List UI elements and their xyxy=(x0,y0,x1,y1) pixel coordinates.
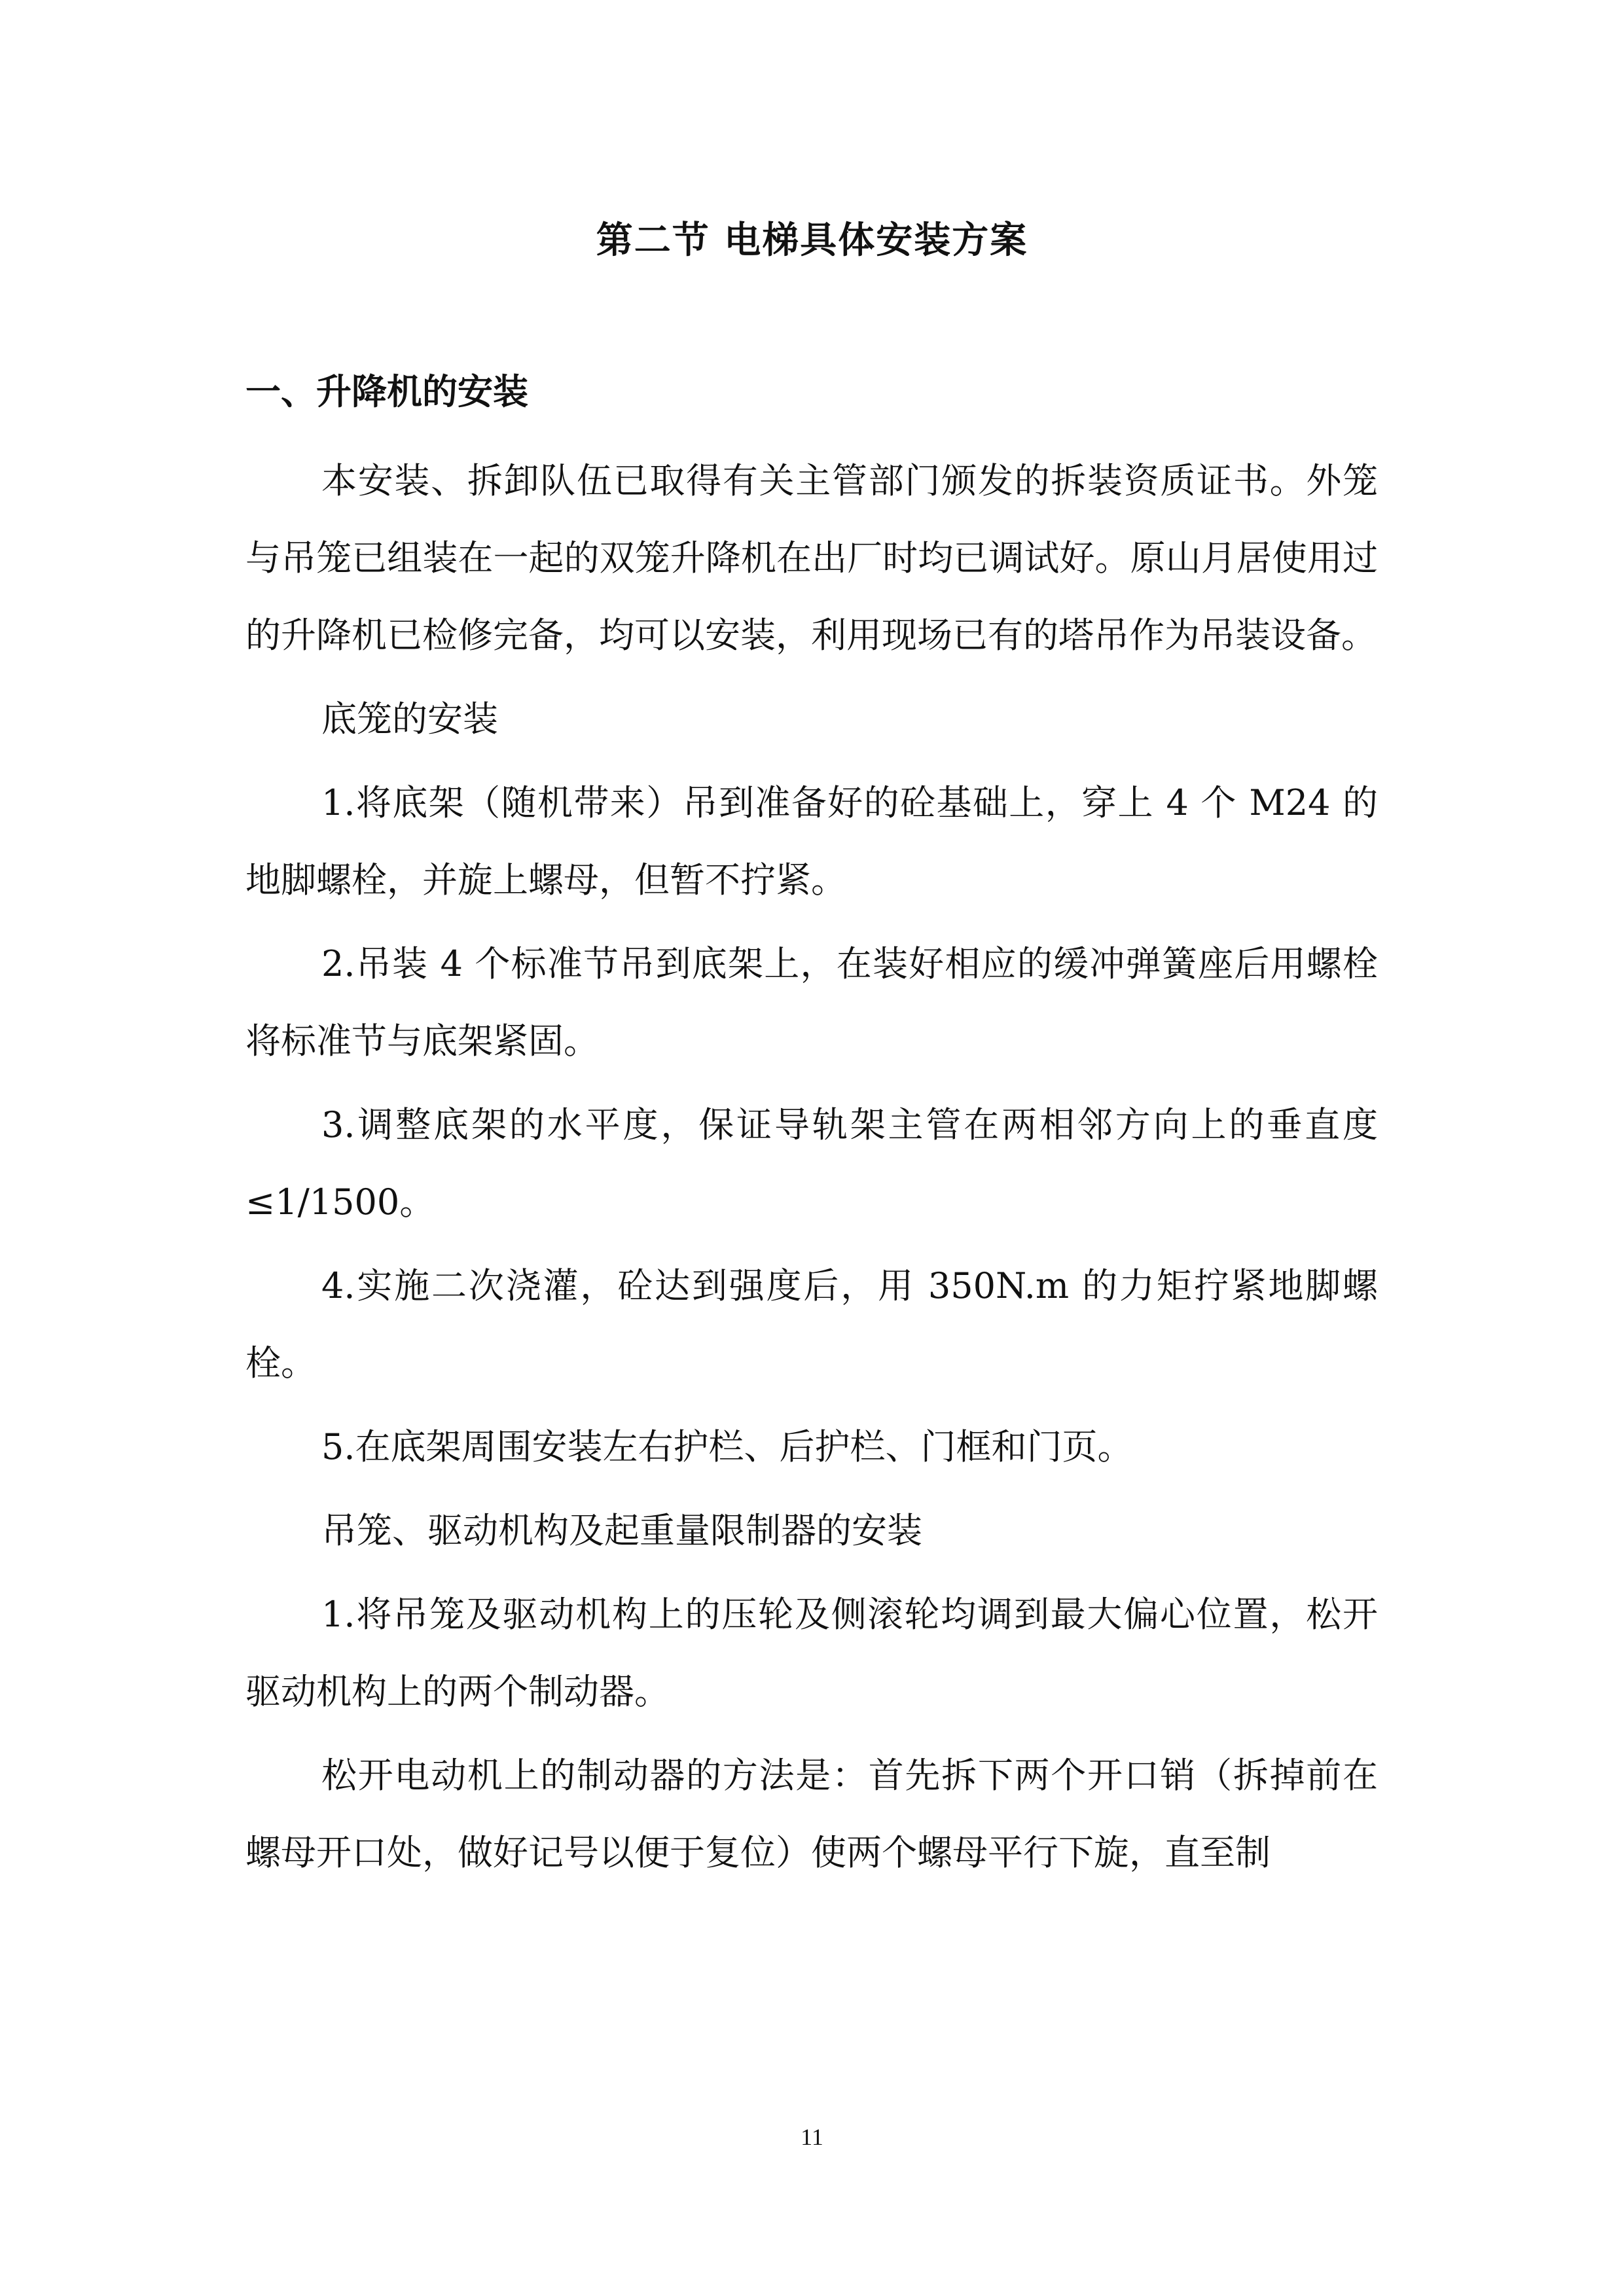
paragraph: 本安装、拆卸队伍已取得有关主管部门颁发的拆装资质证书。外笼与吊笼已组装在一起的双笼升降机在出厂时均已调试好。原山月居使用过的升降机已检修完备，均可以安装，利用现场已有的塔吊作为吊装设备。 xyxy=(245,460,1378,656)
section-heading: 一、升降机的安装 xyxy=(245,370,528,412)
paragraph: 4.实施二次浇灌，砼达到强度后，用 350N.m 的力矩拧紧地脚螺栓。 xyxy=(245,1265,1378,1384)
paragraph: 2.吊装 4 个标准节吊到底架上，在装好相应的缓冲弹簧座后用螺栓将标准节与底架紧固。 xyxy=(245,943,1378,1062)
paragraph: 5.在底架周围安装左右护栏、后护栏、门框和门页。 xyxy=(321,1426,1133,1467)
page-title: 第二节 电梯具体安装方案 xyxy=(596,219,1028,262)
body-text xyxy=(245,442,1378,1898)
paragraph: 吊笼、驱动机构及起重量限制器的安装 xyxy=(321,1510,922,1551)
page-number: 11 xyxy=(801,2124,823,2150)
paragraph: 1.将吊笼及驱动机构上的压轮及侧滚轮均调到最大偏心位置，松开驱动机构上的两个制动器。 xyxy=(245,1594,1378,1712)
paragraph: 松开电动机上的制动器的方法是：首先拆下两个开口销（拆掉前在螺母开口处，做好记号以便于复位）使两个螺母平行下旋，直至制 xyxy=(245,1755,1378,1873)
paragraph: 3.调整底架的水平度，保证导轨架主管在两相邻方向上的垂直度≤1/1500。 xyxy=(245,1104,1378,1223)
paragraph: 底笼的安装 xyxy=(321,698,498,740)
paragraph: 1.将底架（随机带来）吊到准备好的砼基础上，穿上 4 个 M24 的地脚螺栓，并旋上螺母，但暂不拧紧。 xyxy=(245,782,1378,901)
